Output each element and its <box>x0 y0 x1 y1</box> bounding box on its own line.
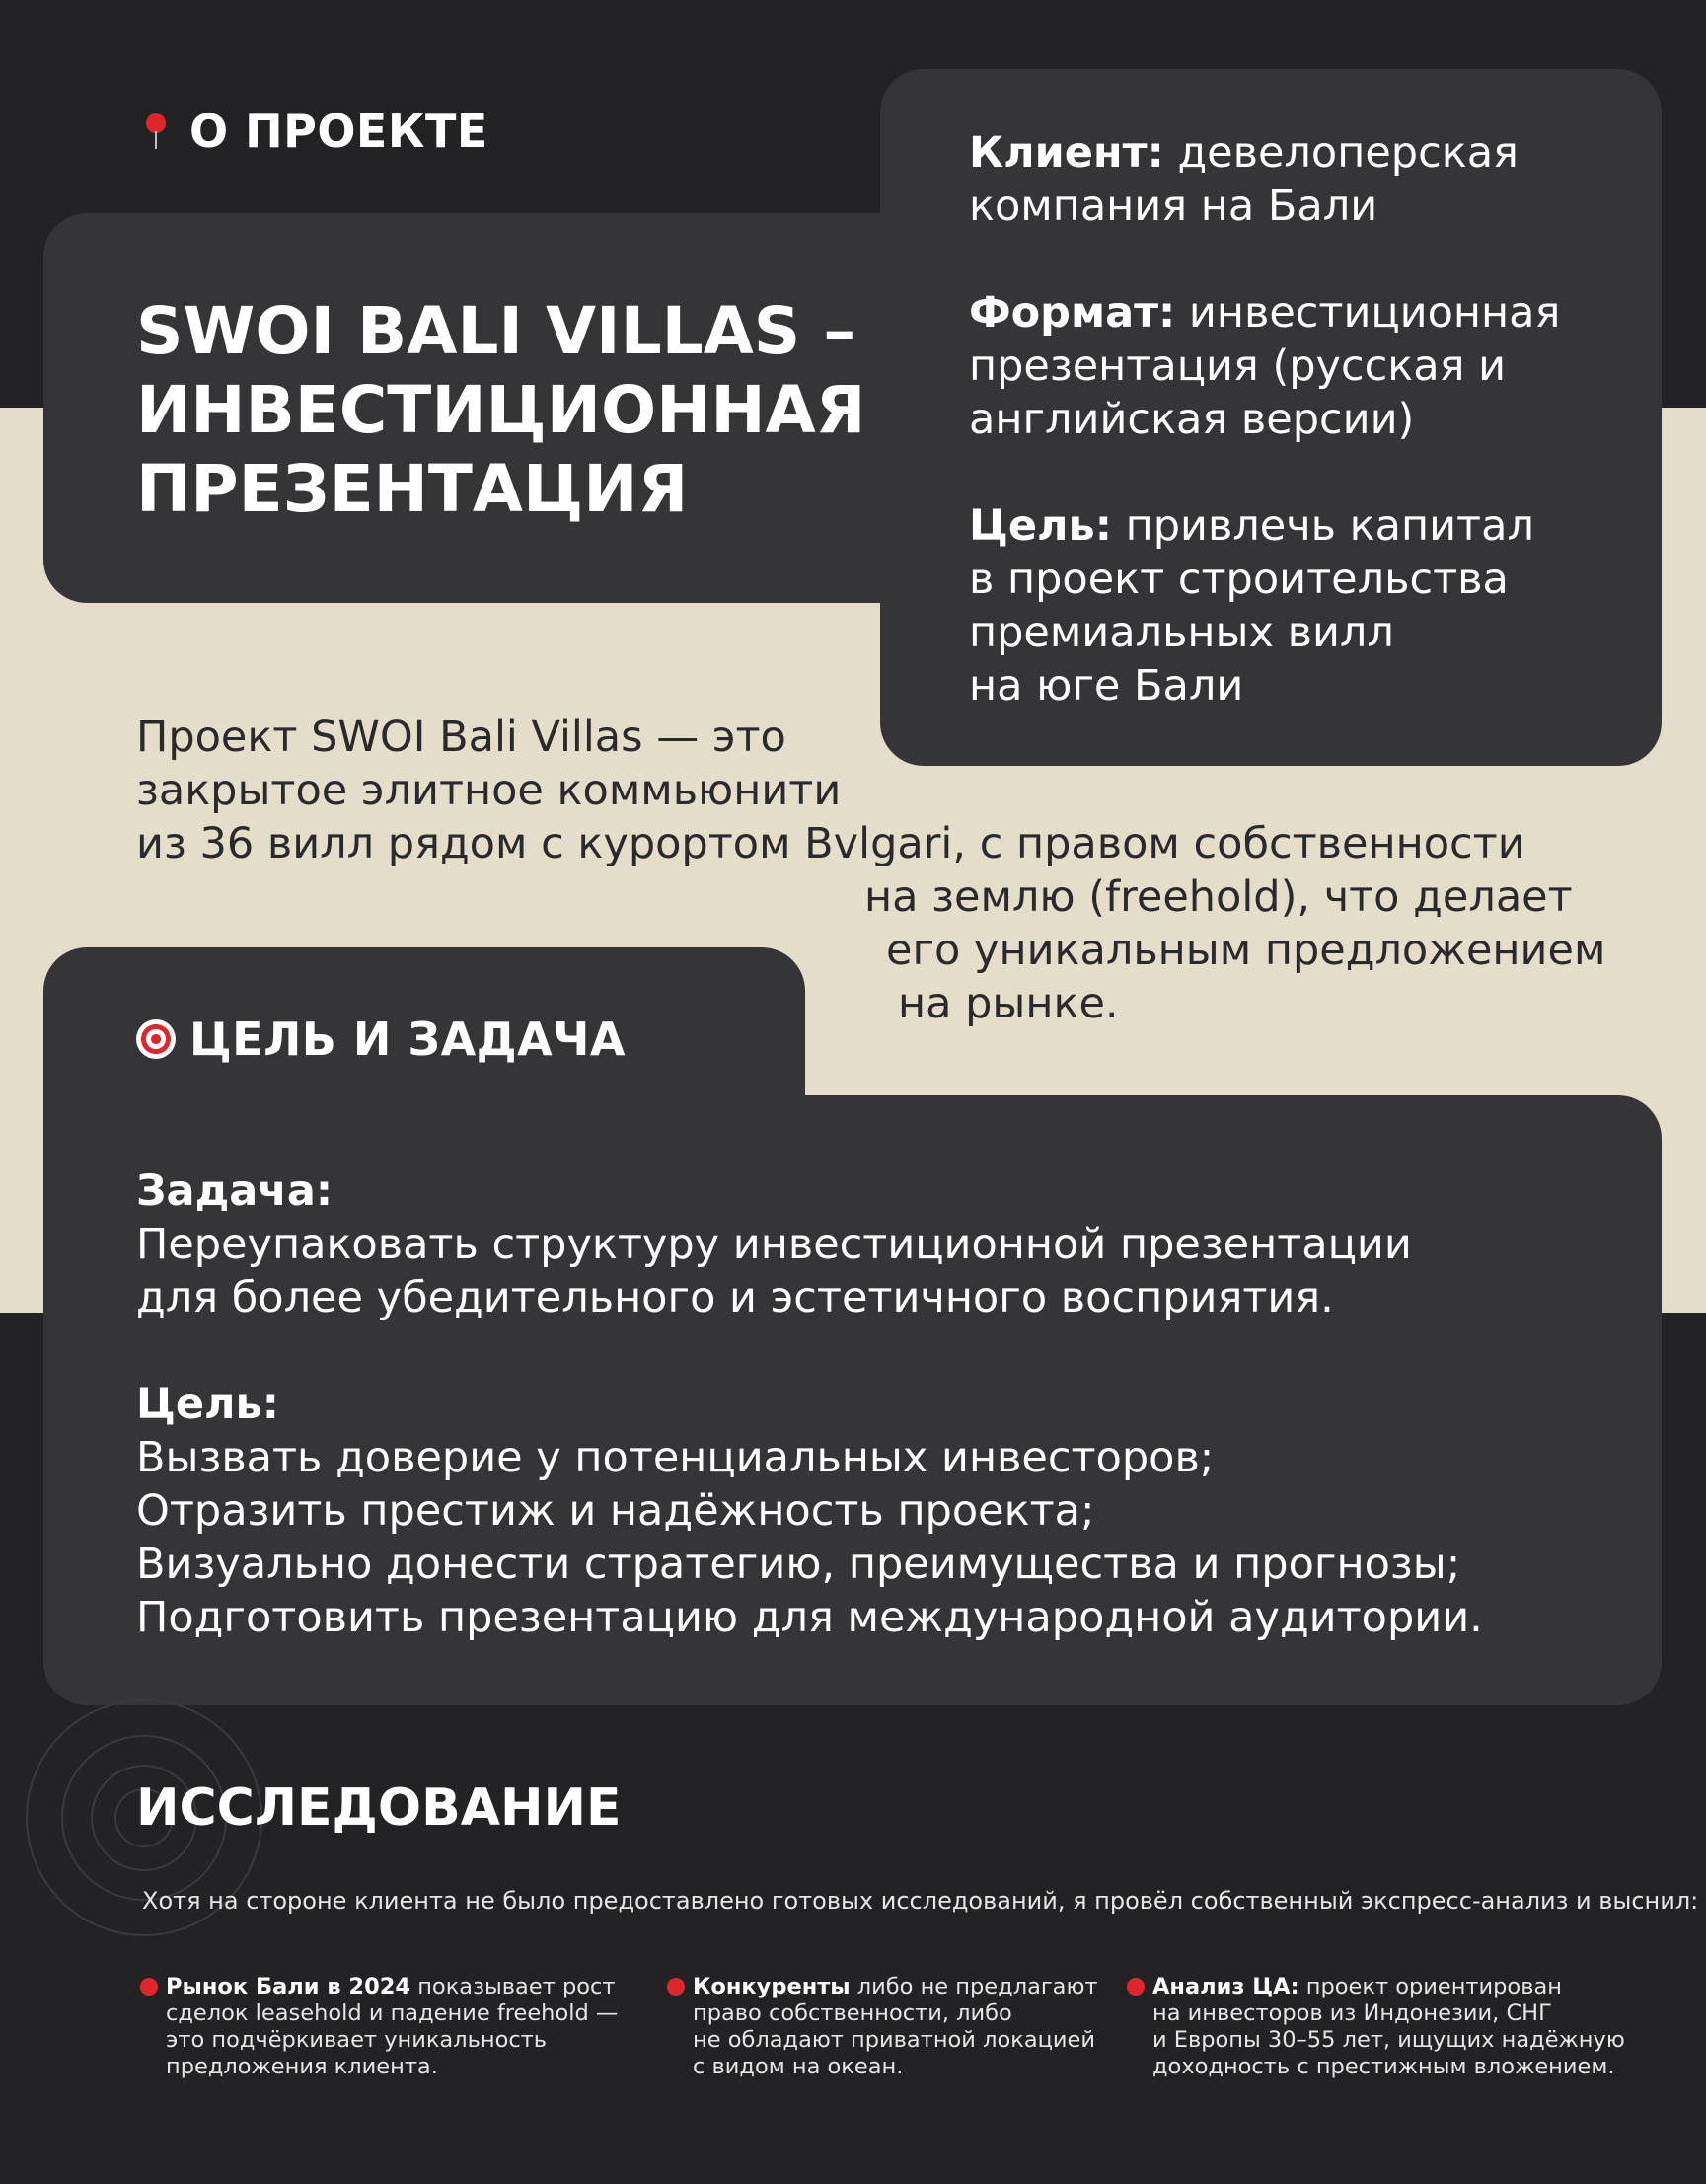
project-goal-text: на юге Бали <box>969 661 1244 711</box>
bullet-icon <box>140 1978 158 1996</box>
research-point-text: и Европы 30–55 лет, ищущих надёжную <box>1152 2027 1625 2053</box>
project-goal-text: в проект строительства <box>969 555 1509 604</box>
research-point-text: на инвесторов из Индонезии, СНГ <box>1152 2000 1552 2026</box>
description-line: из 36 вилл рядом с курортом Bvlgari, с правом собственности <box>136 819 1525 868</box>
description-line: на рынке. <box>898 979 1119 1028</box>
about-heading <box>136 105 488 158</box>
page-title <box>136 292 906 529</box>
goal-line: Отразить престиж и надёжность проекта; <box>136 1486 1095 1536</box>
format-text: английская версии) <box>969 395 1415 444</box>
bullet-icon <box>1127 1978 1145 1996</box>
research-point-text: право собственности, либо <box>693 2000 1012 2026</box>
goal-task-heading <box>136 1013 626 1066</box>
research-intro: Хотя на стороне клиента не было предоставлено готовых исследований, я провёл собственный экспресс-анализ и выснил: <box>142 1887 1699 1915</box>
goal-line: Вызвать доверие у потенциальных инвесторов; <box>136 1433 1215 1482</box>
research-point-text: предложения клиента. <box>166 2054 438 2079</box>
research-point-text: сделок leasehold и падение freehold — <box>166 2000 619 2026</box>
title-line: ИНВЕСТИЦИОННАЯ <box>136 372 866 448</box>
research-point <box>1152 1974 1646 2080</box>
description-line: закрытое элитное коммьюнити <box>136 766 842 815</box>
research-point-text: либо не предлагают <box>850 1974 1098 1999</box>
task-line: Переупаковать структуру инвестиционной презентации <box>136 1220 1412 1269</box>
client-text: девелоперская <box>1177 128 1519 178</box>
format-label: Формат: <box>969 288 1176 338</box>
client-block <box>969 126 1600 233</box>
goal-line: Визуально донести стратегию, преимущества и прогнозы; <box>136 1540 1461 1589</box>
task-block <box>136 1165 1616 1324</box>
bullet-icon <box>667 1978 685 1996</box>
research-point-text: проект ориентирован <box>1298 1974 1562 1999</box>
research-point-text: с видом на океан. <box>693 2054 904 2079</box>
format-block <box>969 286 1600 446</box>
goal-block <box>136 1378 1616 1644</box>
research-point-title: Анализ ЦА: <box>1152 1974 1299 1999</box>
about-heading-text: О ПРОЕКТЕ <box>189 105 488 158</box>
title-line: ПРЕЗЕНТАЦИЯ <box>136 451 689 527</box>
goal-task-heading-text: ЦЕЛЬ И ЗАДАЧА <box>189 1013 627 1066</box>
research-point-text: это подчёркивает уникальность <box>166 2027 548 2053</box>
description-line: на землю (freehold), что делает <box>864 872 1573 922</box>
task-label: Задача: <box>136 1167 334 1216</box>
research-point <box>693 1974 1117 2080</box>
format-text: презентация (русская и <box>969 341 1507 391</box>
project-goal-label: Цель: <box>969 501 1112 551</box>
research-point-text: не обладают приватной локацией <box>693 2027 1096 2053</box>
research-heading: ИССЛЕДОВАНИЕ <box>136 1778 622 1838</box>
project-goal-text: премиальных вилл <box>969 608 1394 657</box>
research-point-title: Конкуренты <box>693 1974 851 1999</box>
research-point-text: показывает рост <box>410 1974 616 1999</box>
client-label: Клиент: <box>969 128 1164 178</box>
target-icon <box>136 1019 176 1059</box>
goal-line: Подготовить презентацию для международной аудитории. <box>136 1593 1483 1642</box>
task-line: для более убедительного и эстетичного восприятия. <box>136 1273 1334 1322</box>
project-goal-text: привлечь капитал <box>1125 501 1534 551</box>
client-text: компания на Бали <box>969 182 1378 231</box>
description-line: Проект SWOI Bali Villas — это <box>136 713 786 762</box>
pin-icon <box>136 112 176 151</box>
research-point <box>166 1974 630 2080</box>
research-point-title: Рынок Бали в 2024 <box>166 1974 411 1999</box>
research-point-text: доходность с престижным вложением. <box>1152 2054 1615 2079</box>
description-line: его уникальным предложением <box>886 926 1606 975</box>
title-line: SWOI BALI VILLAS – <box>136 293 856 369</box>
goal-label: Цель: <box>136 1380 279 1429</box>
project-goal-block <box>969 499 1600 713</box>
format-text: инвестиционная <box>1188 288 1561 338</box>
